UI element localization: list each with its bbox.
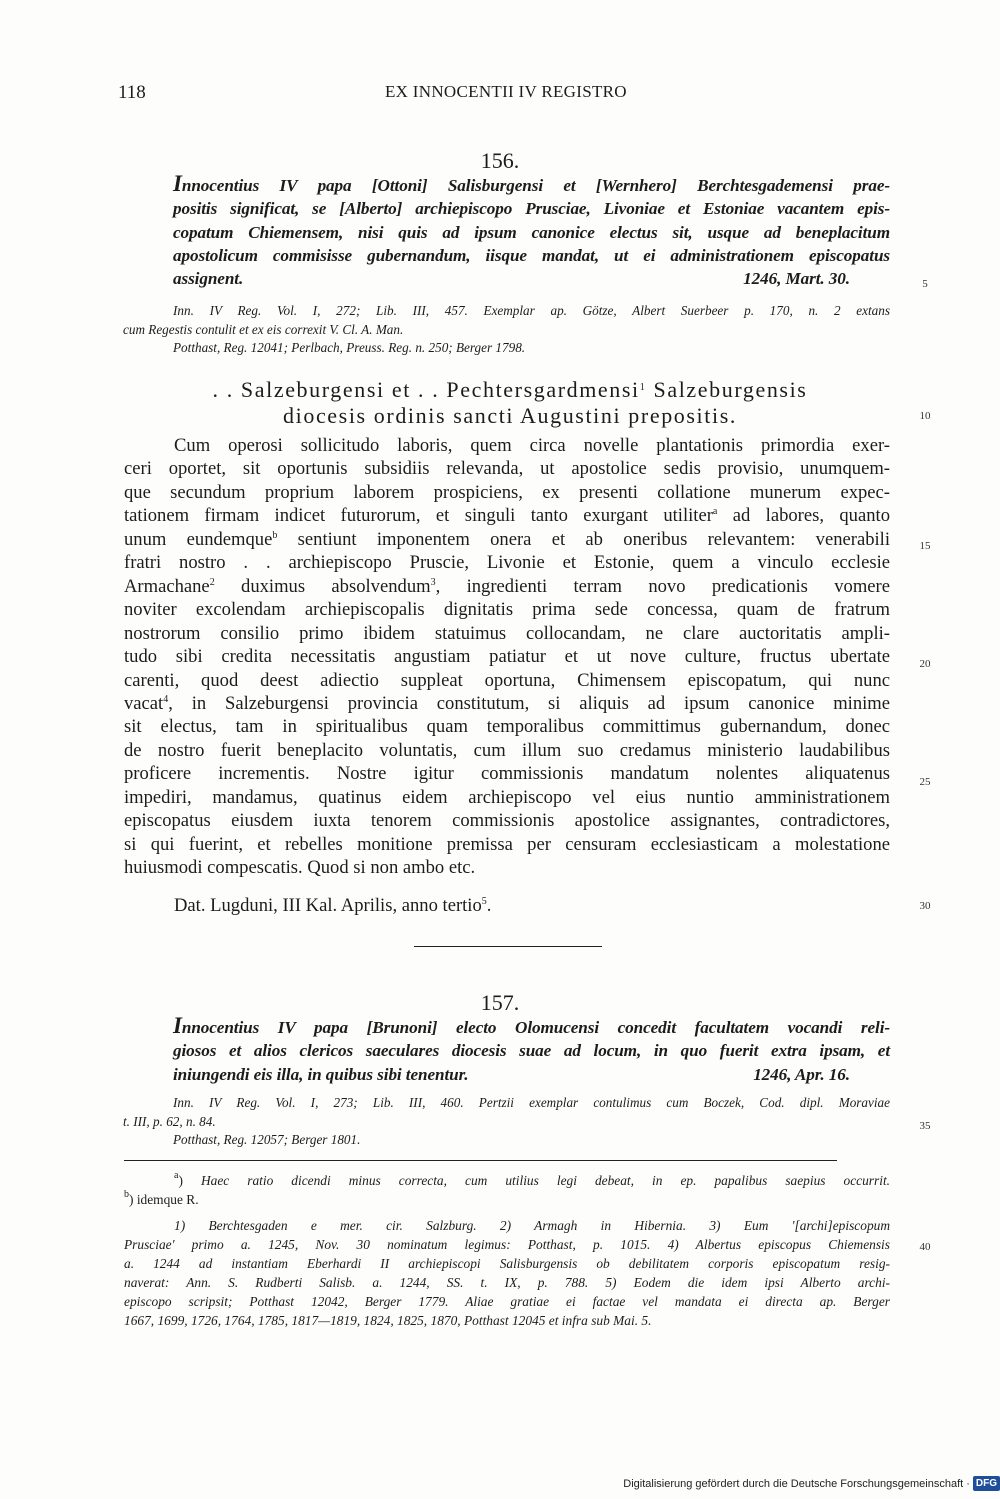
body-line: Armachane$^2$ duximus absolvendum$^3$, ingredienti terram novo predicationis vomere xyxy=(124,575,890,597)
drop-initial: I xyxy=(173,171,182,196)
body-line: vacat$^4$, in Salzeburgensi provincia constitutum, si aliquis ad ipsum canonice minime xyxy=(124,692,890,714)
page-number: 118 xyxy=(118,82,146,103)
regest-line: giosos et alios clericos saeculares diocesis suae ad locum, in quo fuerit extra ipsam, et xyxy=(173,1041,890,1061)
letter-body-156 xyxy=(124,434,890,880)
regest-157 xyxy=(173,1014,890,1086)
digitization-credit: Digitalisierung gefördert durch die Deutsche Forschungsgemeinschaft · DFG xyxy=(623,1476,1000,1491)
drop-initial: I xyxy=(173,1013,182,1038)
source-notes-156: Inn. IV Reg. Vol. I, 272; Lib. III, 457. Exemplar ap. Götze, Albert Suerbeer p. 170, n. 2 extans cum Regestis contulit et ex eis correxit V. Cl. A. Man. Potthast, Reg. 12041; Perlbach, Preuss. Reg. n. 250; Berger 1798. xyxy=(123,303,890,355)
body-line: tudo sibi credita necessitatis angustiam patiatur et ut nove culture, fructus ubertate xyxy=(124,646,890,668)
body-line: noviter excolendam archiepiscopalis dignitatis prima sede concessa, quam de fratrum xyxy=(124,599,890,621)
body-line: fratri nostro . . archiepiscopo Prusciе, Livonie et Estonie, quem a vinculo ecclesie xyxy=(124,552,890,574)
line-number: 10 xyxy=(919,410,931,422)
line-number: 30 xyxy=(919,900,931,912)
dfg-logo-icon: DFG xyxy=(973,1476,1000,1491)
line-number: 5 xyxy=(922,278,928,290)
regest-line: assignent. 1246, Mart. 30. xyxy=(173,267,890,290)
line-number: 35 xyxy=(919,1120,931,1132)
regest-date: 1246, Apr. 16. xyxy=(753,1064,850,1084)
body-line: huiusmodi compescatis. Quod si non ambo etc. xyxy=(124,857,476,879)
source-notes-157: Inn. IV Reg. Vol. I, 273; Lib. III, 460. Pertzii exemplar contulimus cum Boczek, Cod. dipl. Moraviae t. III, p. 62, n. 84. Potthast, Reg. 12057; Berger 1801. xyxy=(123,1095,890,1147)
body-line: carenti, quod deest adiectio suppleat oportuna, Chimensem episcopatum, qui nunc xyxy=(124,669,890,691)
regest-line: copatum Chiemensem, nisi quis ad ipsum canonice electus sit, usque ad beneplacitum xyxy=(173,222,890,242)
body-line: unum eundemque$^b$ sentiunt imponentem onera et ab oneribus relevantem: venerabili xyxy=(124,528,891,550)
line-number: 25 xyxy=(919,776,931,788)
body-line: impediri, mandamus, quatinus eidem archiepiscopo vel eius nuntio amministrationem xyxy=(124,786,890,808)
body-line: episcopatus eiusdem iuxta tenorem commissionis apostolice assignantes, contradictores, xyxy=(124,810,890,832)
regest-line: positis significat, se [Alberto] archiepiscopo Prusciae, Livoniae et Estoniae vacantem epis- xyxy=(173,199,890,219)
running-title: EX INNOCENTII IV REGISTRO xyxy=(385,82,627,101)
line-number: 20 xyxy=(919,658,931,670)
footnotes-letters xyxy=(124,1171,890,1209)
document-number-157: 157. xyxy=(480,990,520,1015)
body-line: tationem firmam indicet futurorum, et singuli tanto exurgant utiliter$^a$ ad labores, quanto xyxy=(124,505,890,527)
document-number-156: 156. xyxy=(480,148,520,173)
body-line: si qui fuerint, et rebelles monitione premissa per censuram ecclesiasticam a molestatione xyxy=(124,833,890,855)
dating-clause: Dat. Lugduni, III Kal. Aprilis, anno tertio$^5$. xyxy=(174,895,492,916)
body-line: proficere incrementis. Nostre igitur commissionis mandatum nolentes aliquatenus xyxy=(124,763,890,785)
footnote-rule xyxy=(124,1160,837,1161)
footnote-b: $^b$) idemque R. xyxy=(124,1189,199,1207)
body-line: ceri oportet, sit oportunis subsidiis relevanda, ut apostolice sedis provisio, unumquem- xyxy=(124,458,890,480)
line-number: 40 xyxy=(919,1241,931,1253)
regest-line: iniungendi eis illa, in quibus sibi tenentur. 1246, Apr. 16. xyxy=(173,1063,890,1086)
body-line: Cum operosi sollicitudo laboris, quem circa novelle plantationis primordia exer- xyxy=(174,435,890,456)
body-line: que secundum proprium laborem prospiciens, ex presenti collatione munerum expec- xyxy=(124,481,890,503)
footnotes-numbered: 1) Berchtesgaden e mer. cir. Salzburg. 2) Armagh in Hibernia. 3) Eum '[archi]episcopum Prusciae' primo a. 1245, Nov. 30 nominatum legimus: Potthast, p. 1015. 4) Albertus episcopus Chiemensis a. 1244 ad instantiam Eberhardi II archiepiscopi Salisburgensis ob debilitatem corporis episcopatum resig- naverat: Ann. S. Rudberti Salisb. a. 1244, SS. t. IX, p. 788. 5) Eodem die idem ipsi Alberto archi- episcopo scripsit; Potthast 12042, Berger 1779. Aliae gratiae ei factae vel mandata ei directa ap. Berger 1667, 1699, 1726, 1764, 1785, 1817—1819, 1824, 1825, 1870, Potthast 12045 et infra sub Mai. 5. xyxy=(124,1218,890,1328)
body-line: de nostro fuerit beneplacito voluntatis, cum illum suo credamus ministerio laudabilibus xyxy=(124,739,890,761)
regest-line: apostolicum commisisse gubernandum, iisque mandat, ut ei administrationem episcopatus xyxy=(173,245,890,265)
regest-156 xyxy=(173,172,890,290)
regest-line: Innocentius IV papa [Brunoni] electo Olomucensi concedit facultatem vocandi reli- xyxy=(173,1013,890,1038)
line-number: 15 xyxy=(919,540,931,552)
body-line: nostrorum consilio primo ibidem statuimus collocandam, ne clare auctoritatis amplі- xyxy=(124,622,890,644)
section-divider xyxy=(414,946,602,947)
footnote-a: $^a$) Haec ratio dicendi minus correcta, cum utilius legi debeat, in ep. papalibus saepius occurrit. xyxy=(174,1170,891,1188)
regest-date: 1246, Mart. 30. xyxy=(743,269,850,289)
regest-line: Innocentius IV papa [Ottoni] Salisburgensi et [Wernhero] Berchtesgademensi prae- xyxy=(173,171,890,196)
salutation: . . Salzeburgensi et . . Pechtersgardmensi$^1$ Salzeburgensis diocesis ordinis sancti Augustini prepositis. xyxy=(212,377,808,428)
body-line: sit electus, tam in spiritualibus quam temporalibus committimus gubernandum, donec xyxy=(124,716,890,738)
